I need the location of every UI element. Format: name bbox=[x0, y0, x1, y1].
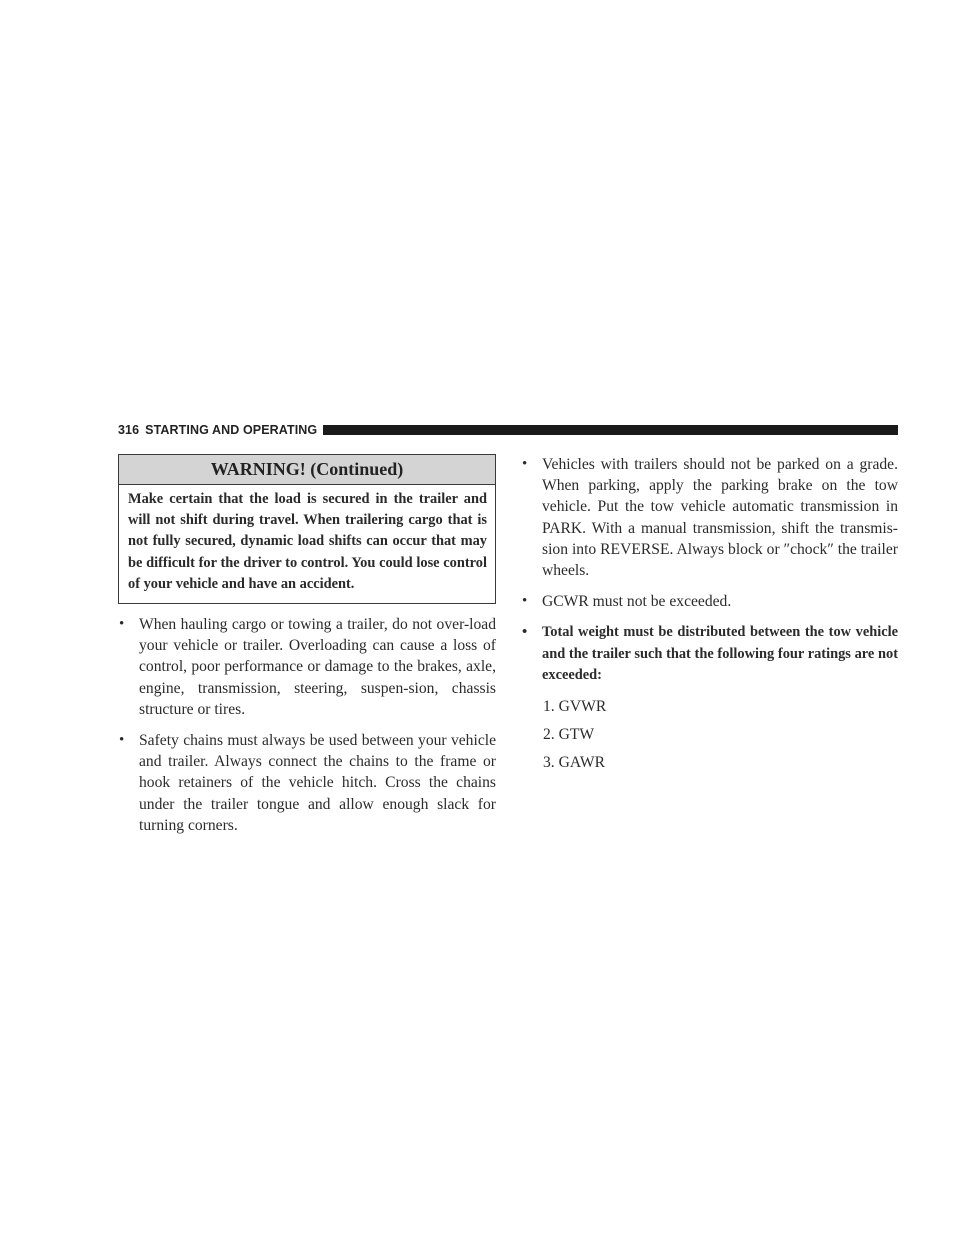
bullet-icon: • bbox=[522, 624, 528, 641]
warning-body: Make certain that the load is secured in the trailer and will not shift during travel. When trailering cargo that is not fully secured, dynamic load shifts can occur that may be difficult for the driver to control. You could lose control of your vehicle and have an accident. bbox=[128, 491, 487, 592]
bullet-icon: • bbox=[119, 616, 125, 633]
list-item bbox=[521, 591, 898, 612]
left-column bbox=[118, 454, 496, 836]
bullet-icon: • bbox=[119, 732, 125, 749]
page-number: 316 bbox=[118, 423, 140, 437]
page-header bbox=[118, 423, 898, 437]
list-item-text: Safety chains must always be used between your vehicle and trailer. Always connect the chains to the frame or hook retainers of the vehicle hitch. Cross the chains under the trailer tongue and allow enough slack for turning corners. bbox=[139, 732, 496, 834]
bullet-icon: • bbox=[522, 593, 528, 610]
rating-item: 1. GVWR bbox=[543, 698, 607, 716]
page-header-text bbox=[118, 423, 317, 437]
list-item-text: Vehicles with trailers should not be parked on a grade. When parking, apply the parking brake on the tow vehicle. Put the tow vehicle automatic transmission in PARK. With a manual transmission, shift the transmis-sion into REVERSE. Always block or ″chock″ the trailer wheels. bbox=[542, 456, 898, 580]
section-title: STARTING AND OPERATING bbox=[145, 423, 318, 437]
list-item bbox=[118, 614, 496, 720]
right-column bbox=[521, 454, 898, 781]
list-item-text: When hauling cargo or towing a trailer, do not over-load your vehicle or trailer. Overloading can cause a loss of control, poor performance or damage to the brakes, axle, engine, transmission, steering, suspen-sion, chassis structure or tires. bbox=[139, 616, 496, 718]
rating-item: 3. GAWR bbox=[543, 754, 605, 772]
warning-box bbox=[118, 454, 496, 604]
list-item bbox=[521, 622, 898, 686]
bullet-icon: • bbox=[522, 456, 528, 472]
warning-title: WARNING! (Continued) bbox=[119, 455, 495, 485]
header-rule bbox=[323, 425, 898, 435]
ratings-list bbox=[521, 696, 898, 774]
list-item bbox=[118, 730, 496, 836]
list-item-text: GCWR must not be exceeded. bbox=[542, 593, 732, 611]
rating-item: 2. GTW bbox=[543, 726, 595, 744]
list-item-text: Total weight must be distributed between the tow vehicle and the trailer such that the following four ratings are not exceeded: bbox=[542, 624, 898, 683]
list-item bbox=[521, 454, 898, 581]
